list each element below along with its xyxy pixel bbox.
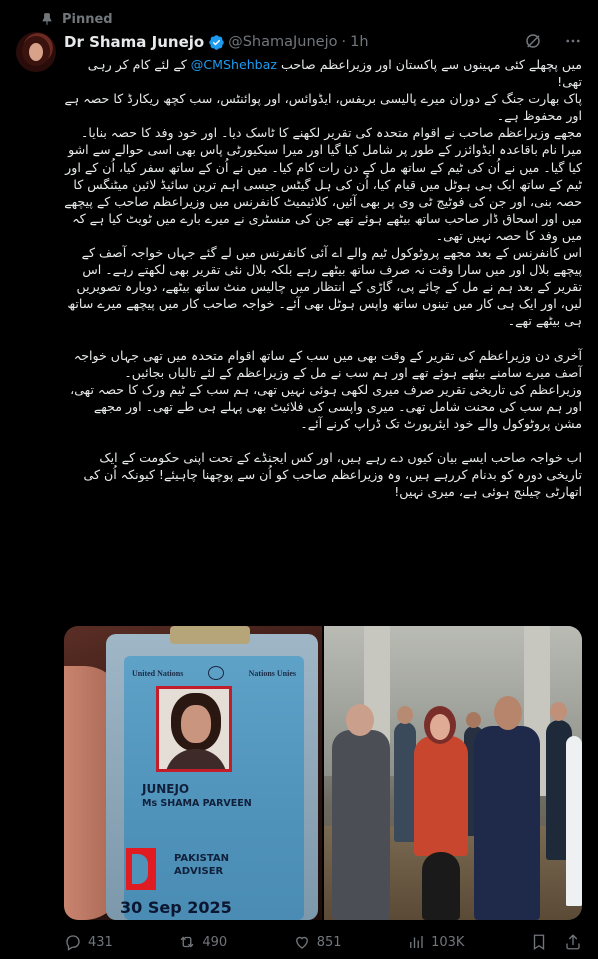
more-options-icon[interactable] — [564, 32, 582, 50]
heart-icon — [293, 933, 311, 951]
reply-count: 431 — [88, 934, 113, 950]
like-button[interactable] — [293, 933, 342, 951]
badge-date: 30 Sep 2025 — [120, 898, 232, 917]
badge-org-fr: Nations Unies — [248, 668, 296, 678]
bookmark-icon[interactable] — [530, 933, 548, 951]
repost-count: 490 — [202, 934, 228, 950]
photo-id-badge[interactable] — [64, 626, 322, 920]
tweet-paragraph-7: اب خواجہ صاحب ایسے بیان کیوں دے رہے ہیں، اور کس ایجنڈے کے تحت اپنی حکومت کے ایک تاریخی دورہ کو بدنام کررہے ہیں، وہ وزیراعظم صاحب کو اُن سے پوچھنا چاہیئے! کیونکہ اُن کی اتھارٹی چیلنج ہوئی ہے، میری نہیں! — [83, 449, 582, 500]
mention-link[interactable]: @CMShehbaz — [190, 57, 277, 72]
separator-dot: · — [341, 34, 347, 50]
repost-icon — [178, 933, 196, 951]
reply-button[interactable] — [64, 933, 113, 951]
badge-country — [174, 852, 229, 878]
reply-icon — [64, 933, 82, 951]
photo-group[interactable] — [324, 626, 582, 920]
tweet-text — [64, 56, 582, 500]
author-handle[interactable]: @ShamaJunejo — [228, 34, 338, 50]
views-count: 103K — [431, 934, 465, 950]
action-bar — [64, 932, 582, 952]
views-button[interactable] — [407, 933, 464, 951]
badge-org-en: United Nations — [132, 668, 184, 678]
pinned-label — [40, 10, 113, 28]
badge-surname: JUNEJO — [142, 782, 190, 796]
tweet-paragraph-4: اس کانفرنس کے بعد مجھے پروٹوکول ٹیم والے اے آئی کانفرنس میں لے گئے جہاں خواجہ آصف کے پیچھے بلال اور میں سارا وقت نہ صرف ساتھ بیٹھے رہے بلکہ بلال نئی تقریر بھی لکھتے رہے۔ اس تقریر کے بعد ہم نے مل کے چائے پی، گاڑی کے انتظار میں چالیس منٹ ساتھ بیٹھے، دوبارہ تصویریں لیں، اور ایک ہی کار میں تینوں ساتھ واپس ہوٹل بھی آئے۔ خواجہ صاحب کار میں پیچھے میرے ساتھ ہی بیٹھے تھے۔ — [67, 245, 582, 329]
badge-un-header — [124, 664, 304, 682]
badge-d-logo-icon — [126, 848, 156, 890]
views-chart-icon — [407, 933, 425, 951]
post-time[interactable]: 1h — [350, 34, 369, 50]
repost-button[interactable] — [178, 933, 227, 951]
tweet-paragraph-1: میں پچھلے کئی مہینوں سے پاکستان اور وزیراعظم صاحب @CMShehbaz کے لئے کام کر رہی تھی! — [87, 57, 582, 90]
badge-country-name: PAKISTAN — [174, 853, 229, 864]
grok-icon[interactable] — [524, 32, 542, 50]
like-count: 851 — [316, 934, 342, 950]
un-emblem-icon — [208, 666, 224, 680]
badge-portrait — [156, 686, 232, 772]
tweet-paragraph-2: پاک بھارت جنگ کے دوران میرے پالیسی بریفس، ایڈوائس، اور پوائنٹس، سب کچھ ریکارڈ کا حصہ ہے اور محفوظ ہے۔ — [64, 91, 582, 124]
verified-badge-icon — [208, 34, 225, 51]
tweet-paragraph-6: وزیراعظم کی تاریخی تقریر صرف میری لکھی ہوئی نہیں تھی، ہم سب کے ٹیم ورک کا حصہ تھی، اور ہم سب کی محنت شامل تھی۔ میری واپسی کی فلائیٹ بھی پہلے ہی طے تھی۔ اور مجھے مشن پروٹوکول والے خود ایئرپورٹ تک ڈراپ کرنے آئے۔ — [70, 381, 582, 431]
avatar[interactable] — [16, 32, 56, 72]
pin-icon — [40, 12, 54, 26]
media-gallery — [64, 626, 582, 920]
badge-given-name: Ms SHAMA PARVEEN — [142, 798, 252, 809]
author-name[interactable]: Dr Shama Junejo — [64, 33, 205, 51]
tweet-paragraph-5: آخری دن وزیراعظم کی تقریر کے وقت بھی میں سب کے ساتھ اقوام متحدہ میں تھی جہاں خواجہ آصف میرے سامنے بیٹھے ہوئے تھے اور ہم سب نے مل کے وزیراعظم کے لئے تالیاں بجائیں۔ — [73, 347, 582, 380]
pinned-text: Pinned — [62, 11, 113, 27]
badge-role: ADVISER — [174, 866, 224, 877]
tweet-paragraph-3: مجھے وزیراعظم صاحب نے اقوام متحدہ کی تقریر لکھنے کا ٹاسک دیا۔ اور خود وفد کا حصہ بنایا۔ میرا نام باقاعدہ ایڈوائزر کے طور پر شامل کیا گیا اور میرا سیکیورٹی پاس بھی اسی حوالے سے اشو کیا گیا۔ میں نے اُن کی ٹیم کے ساتھ مل کے دن رات کام کیا۔ میں نے اُن کے ساتھ سفر کیا، اُن کے اور ٹیم کے ساتھ ایک ہی ہوٹل میں قیام کیا، اُن کی ہل گیٹس جیسی اہم ترین سائیڈ لائین میٹنگس کا حصہ بنی، اور جن کی فوٹیج ٹی وی پر بھی آئیں، کلائیمیٹ کانفرنس میں وزیراعظم صاحب کے پیچھے میں اور اسحاق ڈار صاحب ساتھ بیٹھے ہوئے تھے جن کی منسٹری نے میرے بارے میں ٹویٹ کیا ہے کہ میں وفد کا حصہ نہیں تھی۔ — [64, 125, 582, 243]
share-icon[interactable] — [564, 933, 582, 951]
tweet-header — [64, 32, 582, 52]
